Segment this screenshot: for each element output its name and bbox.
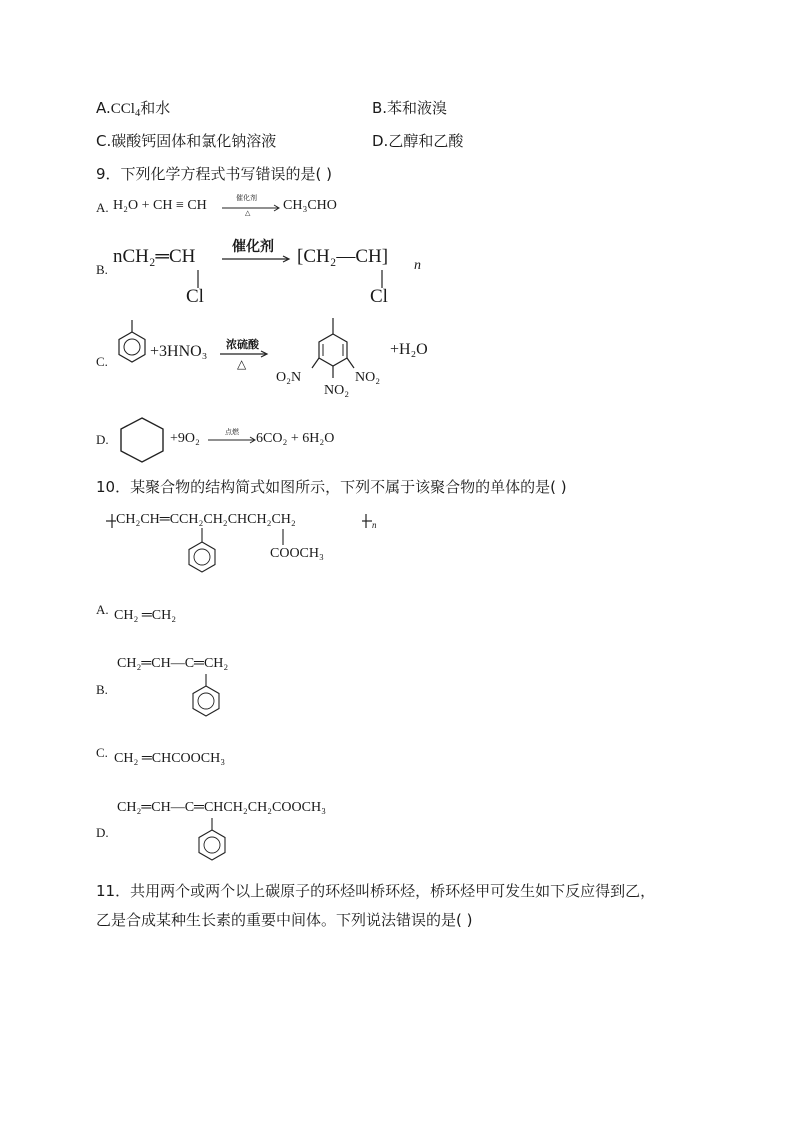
q10-a-label: A. [96, 602, 109, 617]
q8-option-d: D.乙醇和乙酸 [372, 132, 464, 150]
q9-a-arrow [222, 205, 282, 213]
q10-stem: 10．某聚合物的结构简式如图所示，下列不属于该聚合物的单体的是( ) [96, 478, 567, 496]
q9-a-left: H₂O + CH ≡ CH [113, 198, 207, 213]
q8-option-c: C.碳酸钙固体和氯化钠溶液 [96, 132, 277, 150]
trinitrotoluene-structure [310, 316, 360, 386]
q9-c-no2-bottom: NO₂ [324, 383, 350, 398]
q9-b-arrow [222, 256, 292, 264]
q8-option-a-formula: CCl [110, 101, 135, 117]
q9-b-label: B. [96, 262, 108, 277]
q8-option-a-label: A. [96, 99, 111, 117]
q9-c-catalyst: 浓硫酸 [226, 338, 259, 351]
q9-d-products: 6CO₂ + 6H₂O [256, 431, 335, 446]
q10-b-formula: CH₂═CH—C═CH₂ [117, 656, 229, 671]
cyclohexane-structure [118, 417, 166, 463]
q9-c-no2-right: NO₂ [355, 370, 381, 385]
q9-b-product: [CH₂—CH] [297, 246, 389, 267]
q8-option-a-sub: 4 [134, 108, 141, 119]
q10-d-formula: CH₂═CH—C═CHCH₂CH₂COOCH₃ [117, 800, 326, 815]
q9-c-condition: △ [237, 357, 247, 371]
q9-c-o2n: O₂N [276, 370, 302, 385]
q11-line2: 乙是合成某种生长素的重要中间体。下列说法错误的是( ) [96, 911, 473, 929]
q9-a-condition: △ [245, 209, 251, 217]
q9-c-label: C. [96, 354, 108, 369]
q9-a-label: A. [96, 200, 109, 215]
q10-b-label: B. [96, 682, 108, 697]
q10-b-benzene [188, 674, 228, 724]
q10-polymer: CH₂CH═CCH₂CH₂CHCH₂CH₂ [116, 512, 296, 527]
q10-polymer-bracket-left [104, 512, 116, 532]
q10-c-label: C. [96, 745, 108, 760]
q10-d-label: D. [96, 825, 109, 840]
q9-b-product-n: n [414, 258, 421, 273]
q9-d-plus-o2: +9O₂ [170, 431, 200, 446]
q9-b-product-cl: Cl [370, 286, 388, 307]
q9-b-reactant-cl: Cl [186, 286, 204, 307]
q9-d-label: D. [96, 432, 109, 447]
q10-d-benzene [194, 818, 234, 868]
q10-polymer-ester-bond [281, 529, 285, 547]
q9-a-catalyst: 催化剂 [236, 194, 257, 202]
q10-polymer-benzene [184, 528, 224, 580]
q10-a-formula: CH₂ ═CH₂ [114, 608, 177, 623]
q10-polymer-n: n [372, 520, 377, 530]
q9-c-plus-reagent: +3HNO₃ [150, 343, 208, 360]
q9-b-reactant: nCH₂═CH [113, 246, 196, 267]
q9-b-catalyst: 催化剂 [232, 239, 274, 255]
q9-c-plus-water: +H₂O [390, 341, 428, 358]
q9-stem: 9．下列化学方程式书写错误的是( ) [96, 165, 333, 183]
q8-option-b: B.苯和液溴 [372, 99, 448, 117]
q9-a-right: CH₃CHO [283, 198, 337, 213]
q11-line1: 11．共用两个或两个以上碳原子的环烃叫桥环烃，桥环烃甲可发生如下反应得到乙， [96, 882, 656, 900]
q9-d-arrow [208, 437, 258, 445]
q9-d-condition: 点燃 [225, 428, 239, 436]
q8-option-a [96, 98, 170, 124]
q10-c-formula: CH₂ ═CHCOOCH₃ [114, 751, 226, 766]
toluene-structure [112, 318, 152, 368]
q8-option-a-text: 和水 [140, 99, 171, 117]
q10-polymer-sub: COOCH₃ [270, 546, 324, 561]
